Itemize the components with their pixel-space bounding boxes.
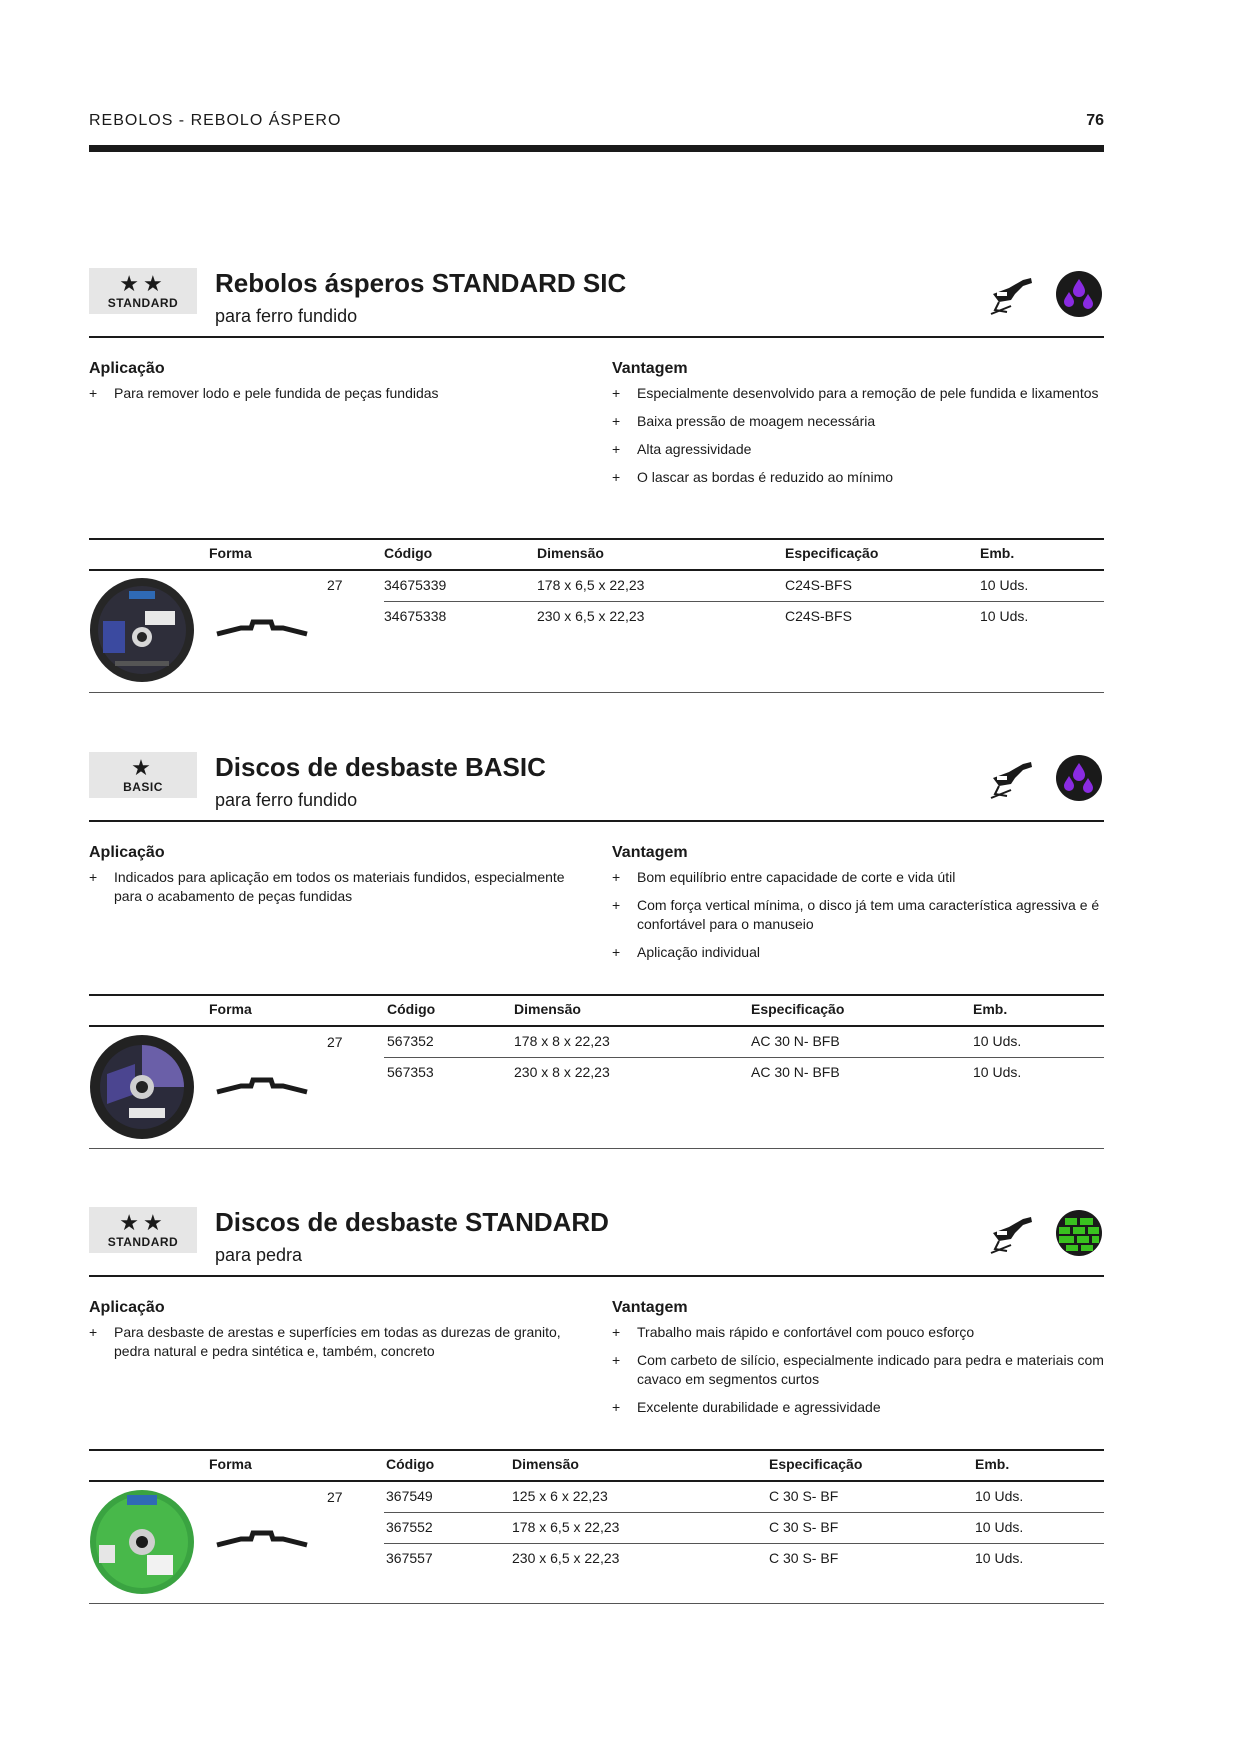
quality-label: STANDARD	[107, 1235, 179, 1249]
quality-stars: ★★	[119, 1210, 167, 1235]
list-item: + Aplicação individual	[612, 944, 760, 960]
product-section	[89, 1207, 1104, 1607]
quality-badge	[89, 752, 197, 798]
advantages-list	[612, 868, 1104, 971]
table-row: 34675338 230 x 6,5 x 22,23 C24S-BFS 10 Uds.	[384, 608, 1029, 624]
column-header: Especificação	[751, 1001, 845, 1017]
column-header: Forma	[209, 1456, 252, 1472]
table-row: 367552 178 x 6,5 x 22,23 C 30 S- BF 10 Uds.	[384, 1513, 1104, 1544]
product-section	[89, 268, 1104, 693]
table-row: 367549 125 x 6 x 22,23 C 30 S- BF 10 Uds.	[384, 1482, 1104, 1513]
angle-grinder-icon	[989, 270, 1035, 316]
cast-iron-drops-icon	[1055, 754, 1103, 802]
list-item: + Para remover lodo e pele fundida de peças fundidas	[89, 385, 439, 401]
cast-iron-drops-icon	[1055, 270, 1103, 318]
section-rule	[89, 820, 1104, 822]
list-item: + Trabalho mais rápido e confortável com pouco esforço	[612, 1324, 975, 1340]
product-table	[89, 1449, 1104, 1605]
quality-stars: ★★	[119, 271, 167, 296]
angle-grinder-icon	[989, 1209, 1035, 1255]
column-header: Especificação	[769, 1456, 863, 1472]
column-header: Emb.	[973, 1001, 1008, 1017]
list-item: + Bom equilíbrio entre capacidade de corte e vida útil	[612, 869, 956, 885]
quality-stars: ★	[131, 755, 155, 780]
page-header-title: REBOLOS - REBOLO ÁSPERO	[89, 112, 342, 129]
forma-number: 27	[327, 577, 343, 593]
product-section	[89, 752, 1104, 1147]
list-item: + Especialmente desenvolvido para a remoção de pele fundida e lixamentos	[612, 385, 1099, 401]
list-item: + Baixa pressão de moagem necessária	[612, 413, 876, 429]
table-row: 34675339 178 x 6,5 x 22,23 C24S-BFS 10 Uds.	[384, 571, 1104, 602]
list-item: + Para desbaste de arestas e superfícies em todas as durezas de granito, pedra natural e pedra sintética e, também, concreto	[89, 1324, 561, 1359]
section-rule	[89, 336, 1104, 338]
advantages-list	[612, 1323, 1104, 1426]
column-header: Forma	[209, 545, 252, 561]
list-item: + O lascar as bordas é reduzido ao mínimo	[612, 469, 894, 485]
column-header: Dimensão	[512, 1456, 579, 1472]
forma-number: 27	[327, 1489, 343, 1505]
table-row: 367557 230 x 6,5 x 22,23 C 30 S- BF 10 Uds.	[386, 1550, 1024, 1566]
stone-bricks-icon	[1055, 1209, 1103, 1257]
column-header: Forma	[209, 1001, 252, 1017]
application-heading: Aplicação	[89, 360, 165, 377]
advantages-list	[612, 384, 1104, 496]
list-item: + Excelente durabilidade e agressividade	[612, 1399, 881, 1415]
angle-grinder-icon	[989, 754, 1035, 800]
column-header: Emb.	[975, 1456, 1010, 1472]
advantages-heading: Vantagem	[612, 360, 688, 377]
product-table	[89, 994, 1104, 1150]
application-heading: Aplicação	[89, 844, 165, 861]
column-header: Especificação	[785, 545, 879, 561]
application-heading: Aplicação	[89, 1299, 165, 1316]
quality-badge	[89, 1207, 197, 1253]
column-header: Emb.	[980, 545, 1015, 561]
list-item: + Com força vertical mínima, o disco já tem uma característica agressiva e é confortável para o manuseio	[612, 897, 1100, 932]
application-list	[89, 1323, 594, 1370]
column-header: Código	[384, 545, 433, 561]
list-item: + Com carbeto de silício, especialmente indicado para pedra e materiais com cavaco em segmentos curtos	[612, 1352, 1104, 1387]
section-title: Discos de desbaste BASIC	[215, 752, 546, 782]
quality-label: BASIC	[123, 780, 163, 794]
advantages-heading: Vantagem	[612, 844, 688, 861]
column-header: Dimensão	[537, 545, 604, 561]
section-subtitle: para ferro fundido	[215, 306, 358, 326]
quality-badge	[89, 268, 197, 314]
product-table	[89, 538, 1104, 694]
column-header: Dimensão	[514, 1001, 581, 1017]
section-rule	[89, 1275, 1104, 1277]
column-header: Código	[387, 1001, 436, 1017]
disc-profile-icon	[215, 618, 309, 638]
section-subtitle: para ferro fundido	[215, 790, 358, 810]
forma-number: 27	[327, 1034, 343, 1050]
section-title: Discos de desbaste STANDARD	[215, 1207, 609, 1237]
list-item: + Indicados para aplicação em todos os materiais fundidos, especialmente para o acabamento de peças fundidas	[89, 869, 565, 904]
page-number: 76	[1086, 112, 1104, 129]
quality-label: STANDARD	[107, 296, 179, 310]
table-row: 567352 178 x 8 x 22,23 AC 30 N- BFB 10 Uds.	[384, 1027, 1104, 1058]
section-subtitle: para pedra	[215, 1245, 303, 1265]
section-title: Rebolos ásperos STANDARD SIC	[215, 268, 627, 298]
product-disc-image	[89, 1034, 195, 1140]
page-header	[89, 112, 1104, 132]
application-list	[89, 868, 594, 915]
column-header: Código	[386, 1456, 435, 1472]
header-rule	[89, 145, 1104, 152]
disc-profile-icon	[215, 1076, 309, 1096]
table-row: 567353 230 x 8 x 22,23 AC 30 N- BFB 10 Uds.	[387, 1064, 1022, 1080]
product-disc-image	[89, 1489, 195, 1595]
application-list	[89, 384, 594, 412]
disc-profile-icon	[215, 1529, 309, 1549]
advantages-heading: Vantagem	[612, 1299, 688, 1316]
list-item: + Alta agressividade	[612, 441, 752, 457]
product-disc-image	[89, 577, 195, 683]
